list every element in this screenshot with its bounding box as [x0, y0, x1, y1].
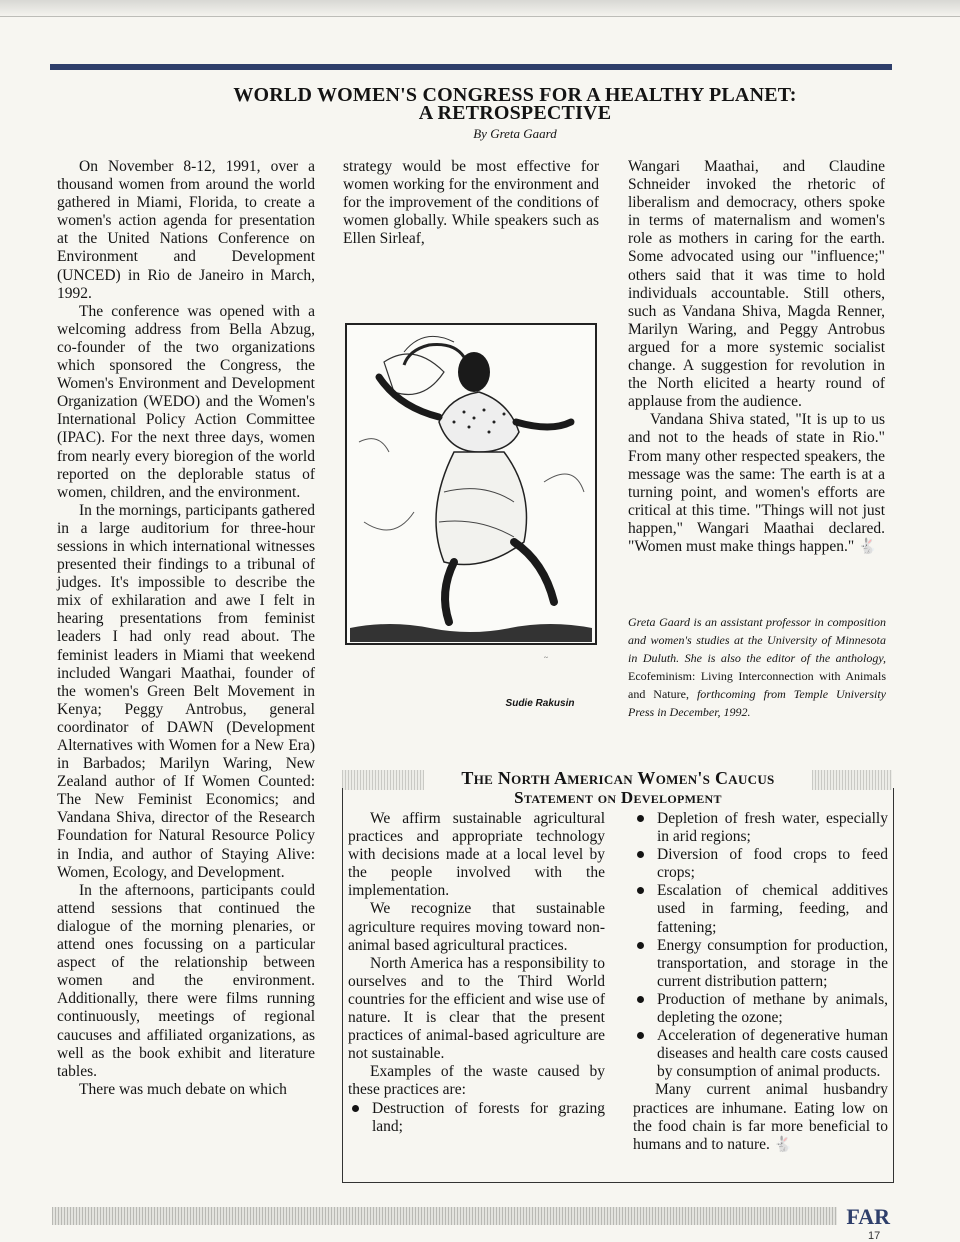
paragraph: Examples of the waste caused by these practices are: — [348, 1063, 605, 1099]
rabbit-end-mark-icon: 🐇 — [858, 538, 877, 555]
paragraph — [628, 411, 885, 556]
sidebar-title-bar-right — [812, 770, 892, 790]
bio-text: Greta Gaard is an assistant professor in composition and women's studies at the University of Minnesota in Duluth. She is also the editor of the anthology, — [628, 615, 886, 665]
svg-text:~: ~ — [544, 654, 548, 662]
bullet-list — [633, 810, 888, 1081]
sidebar-column-1 — [348, 810, 605, 1136]
magazine-logo: FAR — [846, 1204, 890, 1229]
bullet-list — [348, 1100, 605, 1136]
paragraph: On November 8-12, 1991, over a thousand women from around the world gathered in Miami, Florida, to create a women's action agenda for presentation at the United Nations Conference on Environment and Development (UNCED) in Rio de Janeiro in March, 1992. — [57, 158, 315, 302]
closing-text: Many current animal husbandry practices are inhumane. Eating low on the food chain is far more beneficial to humans and to nature. — [633, 1081, 888, 1153]
article-column-1 — [57, 158, 315, 1099]
article-title-line2: A RETROSPECTIVE — [418, 102, 612, 124]
top-rule — [50, 64, 892, 70]
footer-bar — [52, 1207, 837, 1225]
list-item: Destruction of forests for grazing land; — [348, 1100, 605, 1136]
article-title-line1: WORLD WOMEN'S CONGRESS FOR A HEALTHY PLANET: — [233, 84, 797, 106]
paragraph: strategy would be most effective for women working for the environment and for the improvement of the conditions of women globally. While speakers such as Ellen Sirleaf, — [343, 158, 599, 248]
paragraph: We affirm sustainable agricultural practices and appropriate technology with decisions made at a local level by the people involved with the implementation. — [348, 810, 605, 900]
bio-text-end: forthcoming from Temple University Press in December, 1992. — [628, 687, 886, 719]
page-number: 17 — [868, 1230, 881, 1242]
author-bio — [628, 613, 886, 721]
paragraph-text: Vandana Shiva stated, "It is up to us and not to the heads of state in Rio." From many other respected speakers, the message was the same: The earth is at a turning point, and women's efforts are critical at this time. "Things will not just happen," Wangari Maathai declared. "Women must make things happen." — [628, 411, 885, 555]
bio-book-title: Ecofeminism: Living Interconnection with Animals and Nature, — [628, 669, 886, 701]
sidebar-title — [424, 768, 812, 808]
list-item: Depletion of fresh water, especially in arid regions; — [633, 810, 888, 846]
article-column-2 — [343, 158, 599, 248]
list-item: Production of methane by animals, depleting the ozone; — [633, 991, 888, 1027]
list-item: Energy consumption for production, transportation, and storage in the current distribution pattern; — [633, 937, 888, 991]
article-title — [50, 86, 960, 122]
illustration-credit: Sudie Rakusin — [505, 698, 575, 709]
illustration-dancing-woman — [344, 322, 598, 668]
byline: By Greta Gaard — [473, 126, 557, 141]
scan-edge — [0, 0, 960, 17]
sidebar-title-line2: Statement on Development — [514, 788, 722, 807]
paragraph: In the afternoons, participants could attend sessions that continued the dialogue of the morning plenaries, or attend ones focussing on a particular aspect of the relationship between women and the environment. Additionally, there were films running continuously, meetings of regional caucuses and affiliated organizations, as well as the book exhibit and literature tables. — [57, 881, 315, 1080]
rabbit-end-mark-icon: 🐇 — [773, 1136, 793, 1153]
list-item: Diversion of food crops to feed crops; — [633, 846, 888, 882]
article-column-3 — [628, 158, 885, 556]
sidebar-title-bar-left — [342, 770, 424, 790]
paragraph: We recognize that sustainable agriculture requires moving toward non-animal based agricultural practices. — [348, 900, 605, 954]
paragraph: There was much debate on which — [79, 1080, 287, 1098]
sidebar-title-line1: The North American Women's Caucus — [461, 768, 775, 788]
paragraph: In the mornings, participants gathered in a large auditorium for three-hour sessions in which international witnesses presented their findings to a tribunal of judges. It's impossible to describe the mix of exhilaration and awe I felt in hearing presentations from feminist leaders I had only read about. The feminist leaders in Miami that weekend included Wangari Maathai, founder of the women's Green Belt Movement in Kenya; Peggy Antrobus, general coordinator of DAWN (Development Alternatives with Women for a New Era) in Barbados; Marilyn Waring, New Zealand author of If Women Counted: The New Feminist Economics; and Vandana Shiva, director of the Research Foundation for Natural Resource Policy in India, and author of Staying Alive: Women, Ecology, and Development. — [57, 501, 315, 881]
paragraph — [633, 1081, 888, 1153]
paragraph: North America has a responsibility to ourselves and to the Third World countries for the efficient and wise use of nature. It is clear that the present practices of animal-based agriculture are not sustainable. — [348, 954, 605, 1063]
paragraph: The conference was opened with a welcoming address from Bella Abzug, co-founder of the two organizations which sponsored the Congress, the Women's Environment and Development Organization (WEDO) and the Women's International Policy Action Committee (IPAC). For the next three days, women from nearly every bioregion of the world reported on the deplorable status of women, children, and the environment. — [57, 302, 315, 501]
sidebar-column-2 — [633, 810, 888, 1154]
list-item: Acceleration of degenerative human diseases and health care costs caused by consumption of animal products. — [633, 1027, 888, 1081]
list-item: Escalation of chemical additives used in farming, feeding, and fattening; — [633, 882, 888, 936]
paragraph: Wangari Maathai, and Claudine Schneider invoked the rhetoric of liberalism and democracy, others spoke in terms of maternalism and women's role as mothers in caring for the earth. Some advocated using our "influence;" others said that it was time to hold individuals accountable. Still others, such as Vandana Shiva, Magda Renner, Marilyn Waring, and Peggy Antrobus argued for a more systemic socialist change. A suggestion for revolution in the North elicited a hearty round of applause from the audience. — [628, 158, 885, 411]
